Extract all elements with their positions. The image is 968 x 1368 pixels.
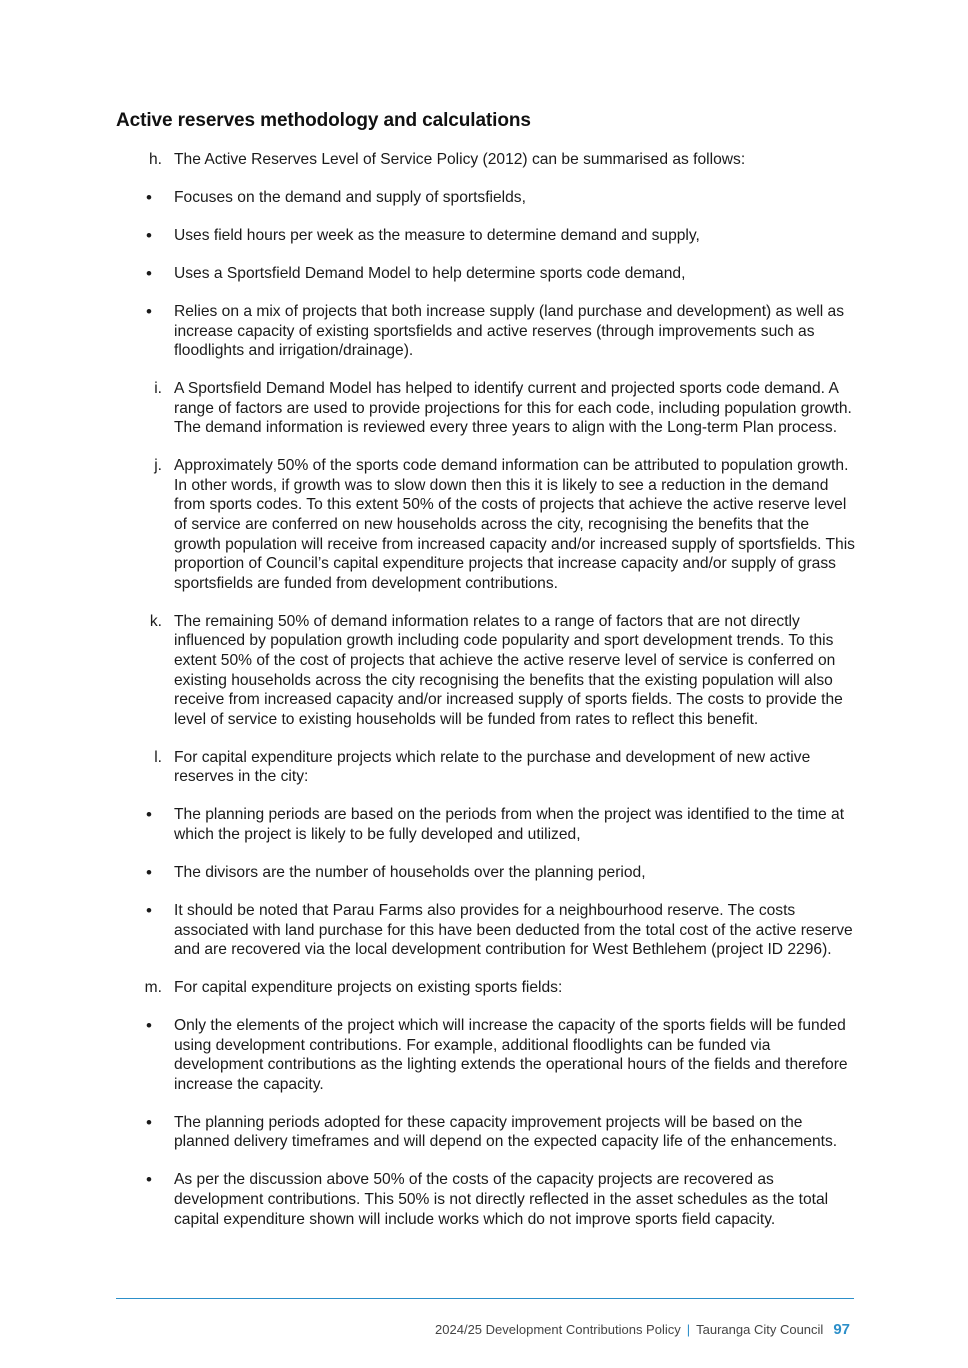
item-text: It should be noted that Parau Farms also provides for a neighbourhood reserve. The costs associated with land purchase for this have been deducted from the total cost of the active reserve and are recovered via the local development contribution for West Bethlehem (project ID 2296).	[174, 901, 853, 959]
item-text: A Sportsfield Demand Model has helped to identify current and projected sports code demand. A range of factors are used to provide projections for this for each code, including population growth. The demand information is reviewed every three years to align with the Long-term Plan process.	[174, 380, 852, 437]
list-item	[116, 264, 856, 284]
footer-policy-title: 2024/25 Development Contributions Policy	[435, 1322, 681, 1337]
footer-divider	[116, 1298, 854, 1299]
bullet-marker: •	[146, 805, 152, 825]
item-text: Uses field hours per week as the measure to determine demand and supply,	[174, 226, 700, 244]
item-text: The planning periods adopted for these capacity improvement projects will be based on the planned delivery timeframes and will depend on the expected capacity life of the enhancements.	[174, 1113, 838, 1151]
item-marker: m.	[144, 979, 162, 997]
bullet-marker: •	[146, 1112, 152, 1132]
item-marker: j.	[154, 457, 162, 475]
list-item	[116, 901, 856, 960]
item-marker: h.	[148, 151, 162, 168]
list-item	[116, 1016, 856, 1094]
item-text: The divisors are the number of households over the planning period,	[174, 863, 646, 881]
list-item	[116, 226, 856, 246]
list-item	[116, 379, 856, 438]
item-text: Approximately 50% of the sports code demand information can be attributed to population growth. In other words, if growth was to slow down then this it is likely to see a reduction in the demand from sports codes. To this extent 50% of the costs of projects that achieve the active reserve level of service are conferred on new households across the city, recognising the benefits that the growth population will receive from increased capacity and/or increased supply of sportsfields. This proportion of Council’s capital expenditure projects that increase capacity and/or supply of grass sportsfields are funded from development contributions.	[174, 457, 855, 592]
bullet-marker: •	[146, 301, 152, 321]
list-item	[116, 1170, 856, 1229]
list-item	[116, 150, 856, 170]
item-text: For capital expenditure projects on existing sports fields:	[174, 979, 563, 997]
list-item	[116, 302, 856, 361]
section-heading: Active reserves methodology and calculations	[116, 110, 531, 131]
list-item	[116, 748, 856, 787]
item-text: For capital expenditure projects which relate to the purchase and development of new active reserves in the city:	[174, 748, 811, 786]
item-text: Only the elements of the project which will increase the capacity of the sports fields will be funded using development contributions. For example, additional floodlights can be funded via development contributions as the lighting extends the operational hours of the fields and therefore increase the capacity.	[174, 1017, 848, 1093]
item-text: Uses a Sportsfield Demand Model to help determine sports code demand,	[174, 264, 686, 282]
item-marker: i.	[154, 380, 162, 398]
bullet-marker: •	[146, 187, 152, 207]
item-text: The remaining 50% of demand information relates to a range of factors that are not directly influenced by population growth including code popularity and sport development trends. To this extent 50% of the cost of projects that achieve the active reserve level of service is conferred on existing households across the city recognising the benefits that the existing population will also receive from increased capacity and/or increased supply of sports fields. The costs to provide the level of service to existing households will be funded from rates to reflect this benefit.	[174, 612, 843, 728]
page-number: 97	[833, 1321, 850, 1338]
footer-separator: |	[686, 1322, 691, 1337]
list-item	[116, 188, 856, 208]
item-marker: l.	[154, 748, 162, 766]
list-item	[116, 1113, 856, 1152]
item-text: The planning periods are based on the periods from when the project was identified to the time at which the project is likely to be fully developed and utilized,	[174, 806, 845, 843]
bullet-marker: •	[146, 900, 152, 920]
page-footer	[435, 1321, 850, 1338]
footer-council-name: Tauranga City Council	[696, 1322, 824, 1337]
item-text: The Active Reserves Level of Service Policy (2012) can be summarised as follows:	[174, 151, 746, 168]
item-text: Focuses on the demand and supply of sportsfields,	[174, 188, 526, 206]
item-text: As per the discussion above 50% of the costs of the capacity projects are recovered as development contributions. This 50% is not directly reflected in the asset schedules as the total capital expenditure shown will include works which do not improve sports field capacity.	[174, 1171, 829, 1228]
bullet-marker: •	[146, 1016, 152, 1036]
list-item	[116, 805, 856, 844]
body-content	[116, 150, 856, 1248]
item-text: Relies on a mix of projects that both increase supply (land purchase and development) as well as increase capacity of existing sportsfields and active reserves (through improvements such as floodlights and irrigation/drainage).	[174, 302, 845, 360]
bullet-marker: •	[146, 225, 152, 245]
list-item	[116, 612, 856, 730]
bullet-marker: •	[146, 862, 152, 882]
list-item	[116, 863, 856, 883]
list-item	[116, 978, 856, 998]
bullet-marker: •	[146, 263, 152, 283]
bullet-marker: •	[146, 1170, 152, 1190]
list-item	[116, 456, 856, 593]
item-marker: k.	[149, 612, 162, 630]
